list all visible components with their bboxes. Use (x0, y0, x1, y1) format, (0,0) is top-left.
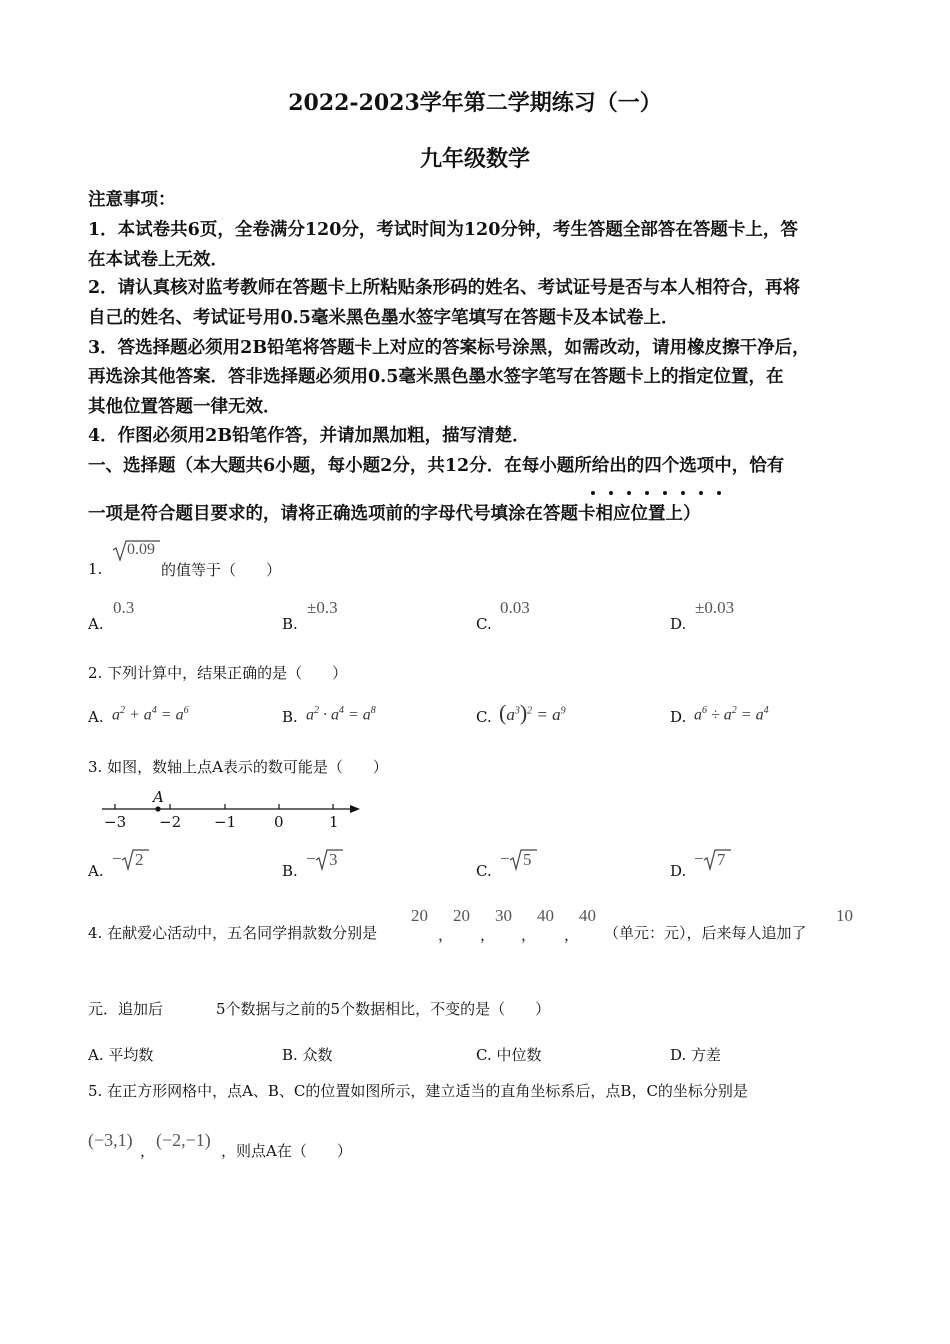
notice-line: 4．作图必须用2B铅笔作答，并请加黑加粗，描写清楚． (88, 426, 530, 446)
q1-option-b-value: ±0.3 (307, 598, 338, 617)
q4-option-d: D. 方差 (670, 1046, 722, 1064)
tick-label: −3 (104, 813, 127, 831)
q5-coord-c: (−2,−1) (156, 1130, 211, 1150)
q4-value: 30 (495, 906, 512, 925)
q3-option-d-label: D. (670, 862, 687, 880)
q3-option-b-label: B. (282, 862, 298, 880)
q2-option-a-label: A. (88, 708, 104, 726)
q3-option-c-expr: − 5 (500, 847, 540, 873)
q2-option-d-label: D. (670, 708, 687, 726)
q4-value: 20 (411, 906, 428, 925)
tick-label: 1 (329, 813, 339, 831)
q2-option-a-expr: $a^2 + a^4 = a^6$ (112, 705, 189, 724)
q3-option-a-label: A. (88, 862, 104, 880)
q5-separator: ， (140, 1142, 156, 1160)
notice-line: 3．答选择题必须用2B铅笔将答题卡上对应的答案标号涂黑，如需改动，请用橡皮擦干净后， (88, 338, 810, 358)
q4-stem-cont: 5个数据与之前的5个数据相比，不变的是（ ） (216, 1000, 551, 1018)
q1-option-d-value: ±0.03 (695, 598, 735, 617)
q4-option-b: B. 众数 (282, 1046, 333, 1064)
q4-extra-amount: 10 (836, 906, 853, 925)
tick-label: −2 (159, 813, 182, 831)
q4-value: 40 (537, 906, 554, 925)
q1-number: 1. (88, 560, 103, 578)
q3-option-b-expr: − 3 (306, 847, 346, 873)
q1-option-b-label: B. (282, 615, 298, 633)
notice-line: 再选涂其他答案．答非选择题必须用0.5毫米黑色墨水签字笔写在答题卡上的指定位置，在 (88, 367, 784, 387)
q2-option-b-expr: $a^2 \cdot a^4 = a^8$ (306, 705, 376, 724)
q2-option-c-label: C. (476, 708, 492, 726)
number-line-figure (98, 788, 368, 832)
notice-line: 2．请认真核对监考教师在答题卡上所粘贴条形码的姓名、考试证号是否与本人相符合，再将 (88, 278, 801, 298)
q5-coord-b: (−3,1) (88, 1130, 133, 1150)
section-heading-cont: 一项是符合题目要求的，请将正确选项前的字母代号填涂在答题卡相应位置上） (88, 504, 701, 524)
q2-option-b-label: B. (282, 708, 298, 726)
notice-line: 其他位置答题一律无效． (88, 397, 281, 417)
notice-line: 在本试卷上无效． (88, 250, 228, 270)
q4-separator: ， (564, 926, 580, 944)
q1-option-c-value: 0.03 (500, 598, 530, 617)
q3-option-c-label: C. (476, 862, 492, 880)
q1-option-a-value: 0.3 (113, 598, 135, 617)
q1-option-c-label: C. (476, 615, 492, 633)
q4-separator: ， (521, 926, 537, 944)
point-a-marker (155, 806, 160, 811)
section-heading: 一、选择题（本大题共6小题，每小题2分，共12分．在每小题所给出的四个选项中，恰有 (88, 456, 785, 476)
q5-stem: 5. 在正方形网格中，点A、B、C的位置如图所示，建立适当的直角坐标系后，点B，C的坐标分别是 (88, 1082, 748, 1100)
q4-separator: ， (480, 926, 496, 944)
notice-line: 自己的姓名、考试证号用0.5毫米黑色墨水签字笔填写在答题卡及本试卷上． (88, 308, 679, 328)
q3-stem: 3. 如图，数轴上点A表示的数可能是（ ） (88, 758, 388, 776)
q4-stem: 4. 在献爱心活动中，五名同学捐款数分别是 (88, 924, 378, 942)
page-title: 2022-2023学年第二学期练习（一） (288, 90, 662, 116)
notice-line: 1．本试卷共6页，全卷满分120分，考试时间为120分钟，考生答题全部答在答题卡上，答 (88, 220, 798, 240)
notice-heading: 注意事项： (88, 190, 176, 210)
q4-separator: ， (438, 926, 454, 944)
q1-stem: 的值等于（ ） (161, 561, 282, 579)
q4-unit-text: （单元：元），后来每人追加了 (604, 924, 807, 942)
q4-value: 40 (579, 906, 596, 925)
q2-stem: 2. 下列计算中，结果正确的是（ ） (88, 664, 348, 682)
q4-option-c: C. 中位数 (476, 1046, 542, 1064)
page-subtitle: 九年级数学 (419, 146, 530, 172)
q1-radicand: 0.09 (127, 541, 155, 558)
q3-option-d-expr: − 7 (694, 847, 734, 873)
point-a-label: A (153, 788, 164, 806)
q4-stem-cont: 元．追加后 (88, 1000, 164, 1018)
q3-option-a-expr: − 2 (112, 847, 152, 873)
q1-option-d-label: D. (670, 615, 687, 633)
q2-option-c-expr: $(a^3)^2 = a^9$ (499, 700, 566, 725)
q1-option-a-label: A. (88, 615, 104, 633)
tick-label: 0 (274, 813, 284, 831)
q2-option-d-expr: $a^6 \div a^2 = a^4$ (694, 705, 769, 724)
q5-tail: ，则点A在（ ） (221, 1142, 352, 1160)
q4-option-a: A. 平均数 (88, 1046, 154, 1064)
q4-value: 20 (453, 906, 470, 925)
tick-label: −1 (214, 813, 237, 831)
